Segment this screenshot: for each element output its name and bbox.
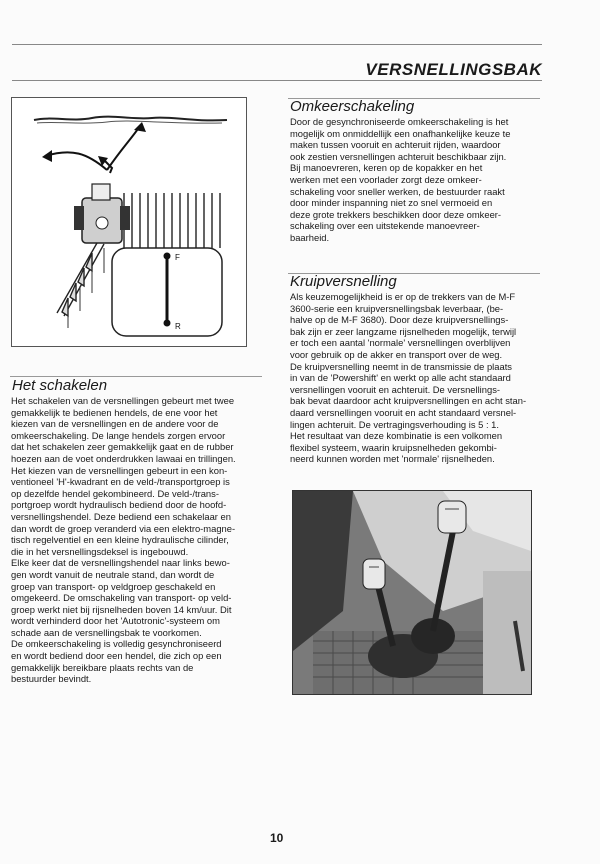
text-line: De omkeerschakeling is volledig gesynchroniseerd: [11, 638, 222, 650]
text-line: halve op de M-F 3680). Door deze kruipversnellings-: [290, 314, 509, 326]
section-heading-omkeerschakeling: Omkeerschakeling: [290, 98, 415, 115]
text-line: Het resultaat van deze kombinatie is een volkomen: [290, 430, 503, 442]
text-line: 3600-serie een kruipversnellingsbak leverbaar, (be-: [290, 302, 504, 314]
forward-label: F: [175, 253, 180, 262]
text-line: Het kiezen van de versnellingen gebeurt in een kon-: [11, 464, 228, 476]
text-line: hoezen aan de voet onderdrukken lawaai en trillingen.: [11, 452, 236, 464]
text-line: bestuurder bevindt.: [11, 673, 92, 685]
omkeerschakeling-text: [290, 116, 510, 244]
text-line: gemakkelijk te bedienen hendels, de ene voor het: [11, 406, 218, 418]
turning-diagram-svg: [12, 98, 246, 346]
text-line: De kruipversnelling neemt in de transmissie de plaats: [290, 360, 512, 372]
text-line: kiezen van de versnellingen en de andere voor de: [11, 418, 219, 430]
text-line: Als keuzemogelijkheid is er op de trekkers van de M-F: [290, 291, 516, 302]
text-line: die in het versnellingsdeksel is ingebouwd.: [11, 545, 189, 557]
section-heading-het-schakelen: Het schakelen: [12, 377, 108, 394]
text-line: tisch regelventiel en een kleine hydraulische cilinder,: [11, 534, 229, 546]
text-line: Door de gesynchroniseerde omkeerschakeling is het: [290, 116, 509, 127]
text-line: dat het schakelen zeer gemakkelijk gaat en de rubber: [11, 441, 234, 453]
text-line: Bij manoevreren, keren op de kopakker en het: [290, 162, 483, 174]
text-line: groep van transport- op veldgroep geschakeld en: [11, 580, 216, 592]
text-line: ook zestien versnellingen achteruit beschikbaar zijn.: [290, 150, 507, 162]
text-line: er toch een aantal 'normale' versnellingen overblijven: [290, 337, 511, 349]
text-line: groep werkt niet bij rijsnelheden boven 14 km/uur. Dit: [11, 603, 232, 615]
top-rule: [12, 44, 542, 45]
text-line: daard versnellingen vooruit en acht standaard versnel-: [290, 406, 517, 418]
text-line: schakeling voor sneller werken, de bestuurder raakt: [290, 185, 505, 197]
text-line: gemakkelijk bereikbare plaats rechts van de: [11, 661, 194, 673]
text-line: dan wordt de groep veranderd via een elektro-magne-: [11, 522, 236, 534]
het-schakelen-text: [11, 395, 236, 685]
reverse-label: R: [175, 322, 181, 331]
text-line: gen wordt vanuit de neutrale stand, dan wordt de: [11, 568, 215, 580]
gear-lever-photo-svg: [293, 491, 531, 694]
text-line: Het schakelen van de versnellingen gebeurt met twee: [11, 395, 235, 406]
text-line: baarheid.: [290, 231, 330, 243]
text-line: op dezelfde hendel gekombineerd. De veld-/trans-: [11, 487, 219, 499]
text-line: werken met een voorlader zorgt deze omkeer-: [290, 173, 482, 185]
field-turning-diagram: [11, 97, 247, 347]
text-line: voor gebruik op de akker en transport over de weg.: [290, 348, 503, 360]
kruipversnelling-text: [290, 291, 526, 465]
text-line: flexibel systeem, waarin kruipsnelheden gekombi-: [290, 441, 497, 453]
text-line: ventioneel 'H'-kwadrant en de veld-/transportgroep is: [11, 476, 230, 488]
text-line: deze grote trekkers beschikken door deze omkeer-: [290, 208, 502, 220]
text-line: maken tussen vooruit en achteruit rijden, waardoor: [290, 139, 501, 151]
page-title: VERSNELLINGSBAK: [365, 60, 542, 79]
text-line: in van de 'Powershift' en werkt op alle acht standaard: [290, 372, 511, 384]
text-line: versnellingshendel. Deze bediend een schakelaar en: [11, 510, 231, 522]
text-line: mogelijk om onmiddellijk een onafhankelijke keuze te: [290, 127, 511, 139]
text-line: wordt verhinderd door het 'Autotronic'-systeem om: [11, 615, 220, 627]
text-line: Elke keer dat de versnellingshendel naar links bewo-: [11, 557, 230, 569]
text-line: bak bevat daardoor acht kruipversnellingen en acht stan-: [290, 395, 527, 407]
gear-lever-photo: [292, 490, 532, 695]
text-line: portgroep wordt hydraulisch bediend door de hoofd-: [11, 499, 227, 511]
text-line: bak zijn er zeer langzame rijsnelheden mogelijk, terwijl: [290, 325, 517, 337]
text-line: omkeerschakeling. De lange hendels zorgen ervoor: [11, 429, 226, 441]
text-line: schakeling over een uitstekende manoevreer-: [290, 220, 480, 232]
page-number: 10: [270, 831, 284, 845]
text-line: lingen achteruit. De vertragingsverhouding is 5 : 1.: [290, 418, 499, 430]
text-line: en wordt bediend door een hendel, die zich op een: [11, 650, 222, 662]
text-line: omgekeerd. De omschakeling van transport- op veld-: [11, 592, 232, 604]
text-line: door minder inspanning niet zo snel vermoeid en: [290, 197, 493, 209]
title-rule: [12, 80, 542, 81]
text-line: versnellingen vooruit en achteruit. De versnellings-: [290, 383, 501, 395]
section-heading-kruipversnelling: Kruipversnelling: [290, 273, 397, 290]
text-line: neerd kunnen worden met 'normale' rijsnelheden.: [290, 453, 495, 465]
text-line: schade aan de versnellingsbak te voorkomen.: [11, 626, 202, 638]
